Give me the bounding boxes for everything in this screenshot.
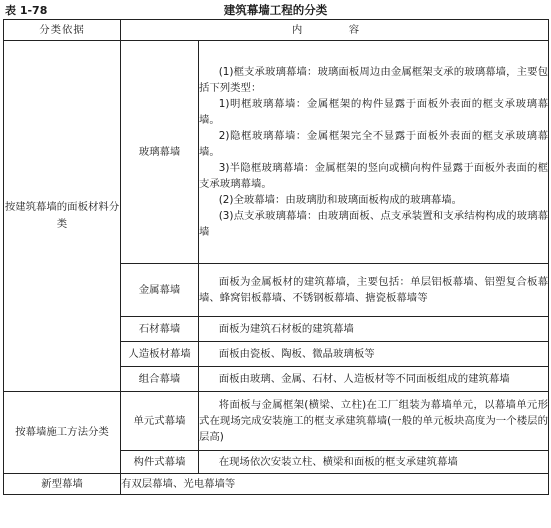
- description-paragraph: 面板由瓷板、陶板、微晶玻璃板等: [218, 348, 375, 360]
- description-paragraph: 在现场依次安装立柱、横梁和面板的框支承建筑幕墙: [218, 456, 458, 468]
- table-title: 建筑幕墙工程的分类: [223, 3, 328, 17]
- classification-table: [3, 19, 549, 495]
- table-caption: [0, 0, 551, 18]
- type-cell: 玻璃幕墙: [121, 41, 199, 264]
- description-paragraph: 1)明框玻璃幕墙：金属框架的构件显露于面板外表面的框支承玻璃幕墙。: [199, 98, 549, 126]
- header-content: 内 容: [121, 20, 549, 41]
- table-number: 表 1-78: [5, 4, 48, 17]
- table-row: [4, 474, 549, 495]
- table-row: [4, 41, 549, 264]
- description-cell: [199, 451, 549, 474]
- description-cell: [199, 392, 549, 451]
- type-cell: 人造板材幕墙: [121, 342, 199, 367]
- category-new-type: 新型幕墙: [4, 474, 121, 495]
- description-cell: [199, 317, 549, 342]
- description-paragraph: 3)半隐框玻璃幕墙：金属框架的竖向或横向构件显露于面板外表面的框支承玻璃幕墙。: [199, 162, 549, 190]
- type-cell: 组合幕墙: [121, 367, 199, 392]
- header-row: [4, 20, 549, 41]
- description-paragraph: (1)框支承玻璃幕墙：玻璃面板周边由金属框架支承的玻璃幕墙，主要包括下列类型：: [199, 66, 549, 94]
- description-cell: [199, 264, 549, 317]
- category-label: 按幕墙施工方法分类: [15, 426, 109, 438]
- description-paragraph: 将面板与金属框架(横梁、立柱)在工厂组装为幕墙单元，以幕墙单元形式在现场完成安装施工的框支承建筑幕墙(一般的单元板块高度为一个楼层的层高): [199, 399, 549, 443]
- header-basis: 分类依据: [4, 20, 121, 41]
- description-cell: [199, 342, 549, 367]
- type-cell: 石材幕墙: [121, 317, 199, 342]
- description-paragraph: (2)全玻幕墙：由玻璃肋和玻璃面板构成的玻璃幕墙。: [218, 194, 463, 206]
- description-cell: 有双层幕墙、光电幕墙等: [121, 474, 549, 495]
- category-construction: [4, 392, 121, 474]
- description-paragraph: 面板为金属板材的建筑幕墙，主要包括：单层铝板幕墙、铝塑复合板幕墙、蜂窝铝板幕墙、不锈钢板幕墙、搪瓷板幕墙等: [199, 276, 549, 304]
- type-cell: 构件式幕墙: [121, 451, 199, 474]
- description-paragraph: (3)点支承玻璃幕墙：由玻璃面板、点支承装置和支承结构构成的玻璃幕墙: [199, 210, 549, 238]
- description-paragraph: 2)隐框玻璃幕墙：金属框架完全不显露于面板外表面的框支承玻璃幕墙。: [199, 130, 549, 158]
- description-paragraph: 面板由玻璃、金属、石材、人造板材等不同面板组成的建筑幕墙: [218, 373, 510, 385]
- category-material: [4, 41, 121, 392]
- table-row: [4, 392, 549, 451]
- category-label: 按建筑幕墙的面板材料分类: [4, 201, 120, 230]
- type-cell: 金属幕墙: [121, 264, 199, 317]
- description-cell: [199, 367, 549, 392]
- type-cell: 单元式幕墙: [121, 392, 199, 451]
- description-cell: [199, 41, 549, 264]
- description-paragraph: 面板为建筑石材板的建筑幕墙: [218, 323, 354, 335]
